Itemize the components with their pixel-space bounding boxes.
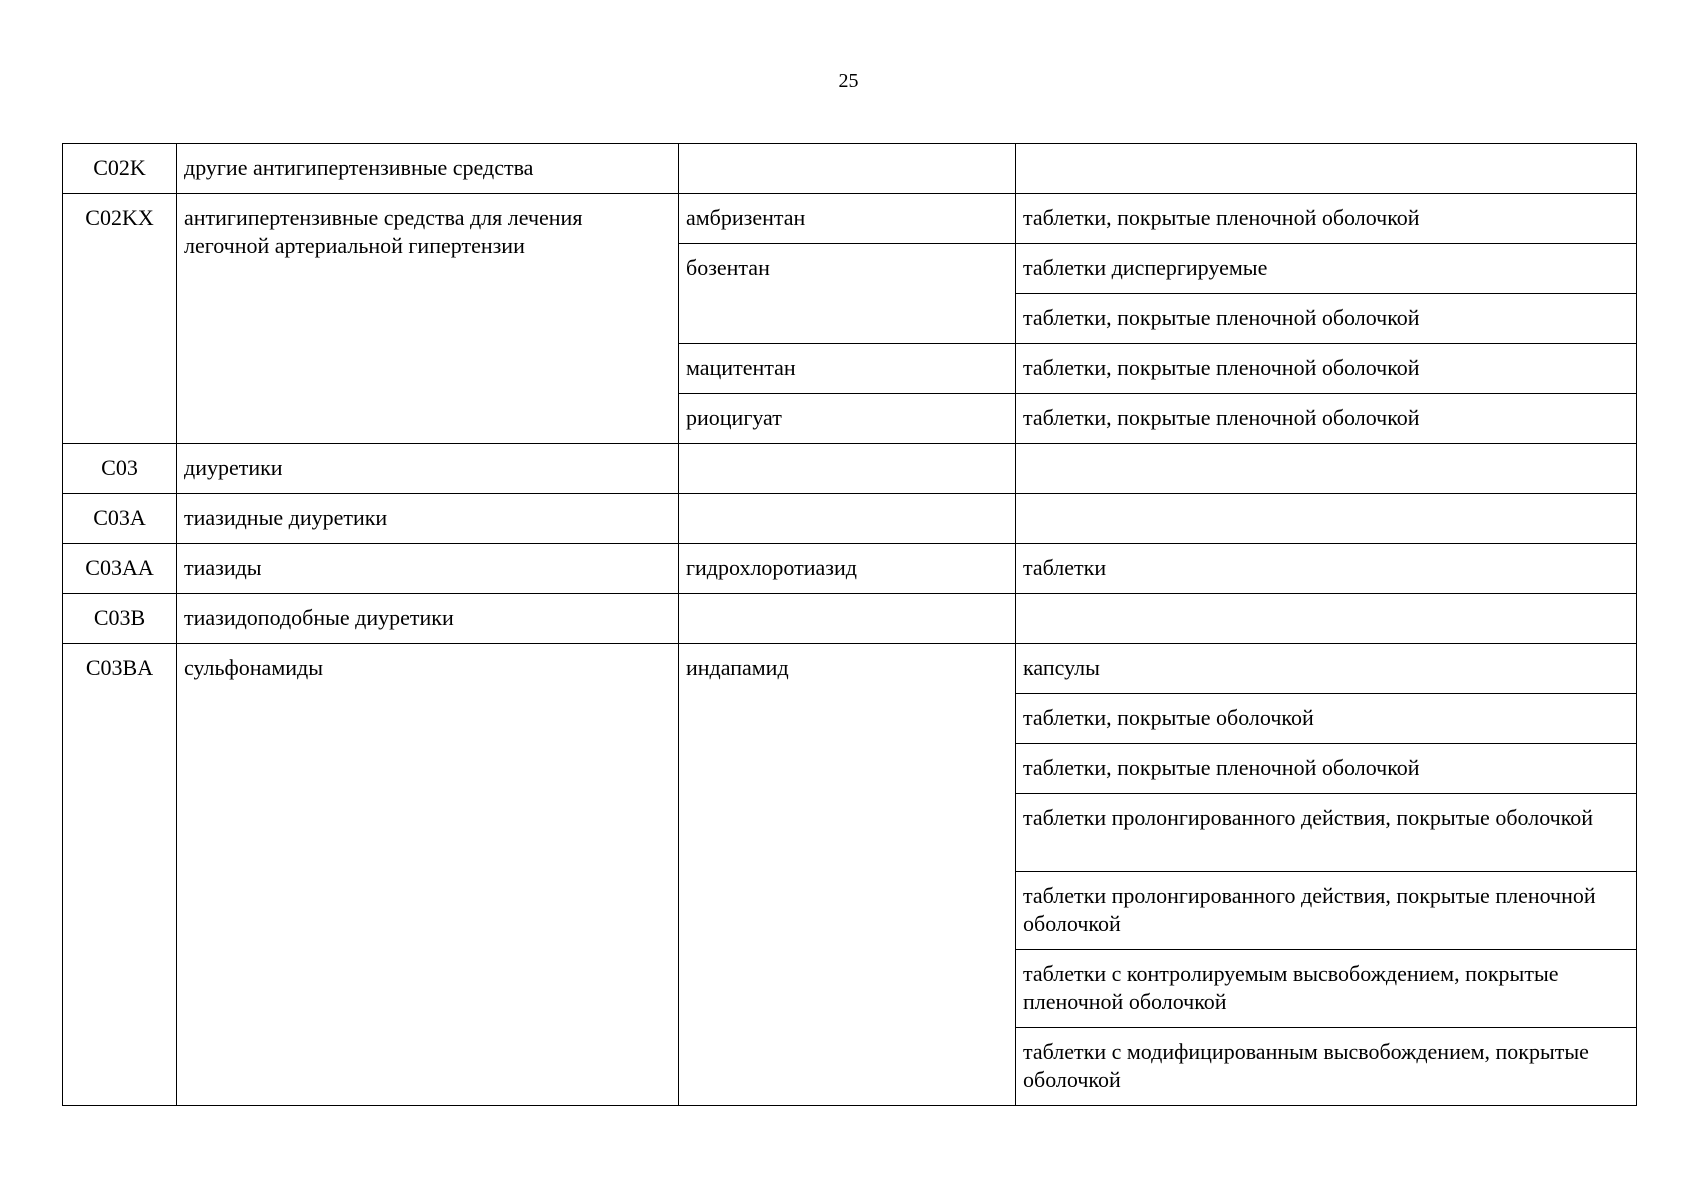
- table-row: [63, 594, 1637, 644]
- dosage-form: таблетки, покрытые оболочкой: [1016, 694, 1637, 744]
- atc-code: C02K: [63, 144, 177, 194]
- dosage-form: таблетки, покрытые пленочной оболочкой: [1016, 744, 1637, 794]
- atc-group: тиазидоподобные диуретики: [177, 594, 679, 644]
- drug-name: [679, 144, 1016, 194]
- atc-code: C03: [63, 444, 177, 494]
- dosage-form: таблетки, покрытые пленочной оболочкой: [1016, 344, 1637, 394]
- atc-group: диуретики: [177, 444, 679, 494]
- dosage-form: таблетки пролонгированного действия, покрытые оболочкой: [1016, 794, 1637, 872]
- atc-code: C03A: [63, 494, 177, 544]
- table-row: [63, 444, 1637, 494]
- table-row: [63, 194, 1637, 244]
- drug-name: амбризентан: [679, 194, 1016, 244]
- dosage-form: [1016, 494, 1637, 544]
- dosage-form: [1016, 444, 1637, 494]
- page-number: 25: [838, 70, 859, 92]
- drug-name: мацитентан: [679, 344, 1016, 394]
- dosage-form: таблетки, покрытые пленочной оболочкой: [1016, 294, 1637, 344]
- atc-group: тиазидные диуретики: [177, 494, 679, 544]
- atc-group: сульфонамиды: [177, 644, 679, 1106]
- dosage-form: таблетки диспергируемые: [1016, 244, 1637, 294]
- table-row: [63, 644, 1637, 694]
- table-row: [63, 494, 1637, 544]
- atc-code: C03BA: [63, 644, 177, 1106]
- drug-name: [679, 444, 1016, 494]
- atc-code: C03AA: [63, 544, 177, 594]
- drug-name: [679, 594, 1016, 644]
- dosage-form: таблетки пролонгированного действия, покрытые пленочной оболочкой: [1016, 872, 1637, 950]
- atc-code: C02KX: [63, 194, 177, 444]
- drug-name: бозентан: [679, 244, 1016, 344]
- drug-classification-table: [62, 143, 1637, 1106]
- dosage-form: капсулы: [1016, 644, 1637, 694]
- atc-group: другие антигипертензивные средства: [177, 144, 679, 194]
- drug-name: индапамид: [679, 644, 1016, 1106]
- atc-code: C03B: [63, 594, 177, 644]
- drug-name: гидрохлоротиазид: [679, 544, 1016, 594]
- dosage-form: таблетки: [1016, 544, 1637, 594]
- dosage-form: [1016, 594, 1637, 644]
- dosage-form: таблетки, покрытые пленочной оболочкой: [1016, 194, 1637, 244]
- dosage-form: таблетки с контролируемым высвобождением, покрытые пленочной оболочкой: [1016, 950, 1637, 1028]
- dosage-form: [1016, 144, 1637, 194]
- drug-name: риоцигуат: [679, 394, 1016, 444]
- atc-group: антигипертензивные средства для лечения легочной артериальной гипертензии: [177, 194, 679, 444]
- atc-group: тиазиды: [177, 544, 679, 594]
- dosage-form: таблетки с модифицированным высвобождением, покрытые оболочкой: [1016, 1028, 1637, 1106]
- drug-name: [679, 494, 1016, 544]
- dosage-form: таблетки, покрытые пленочной оболочкой: [1016, 394, 1637, 444]
- table-row: [63, 144, 1637, 194]
- table-row: [63, 544, 1637, 594]
